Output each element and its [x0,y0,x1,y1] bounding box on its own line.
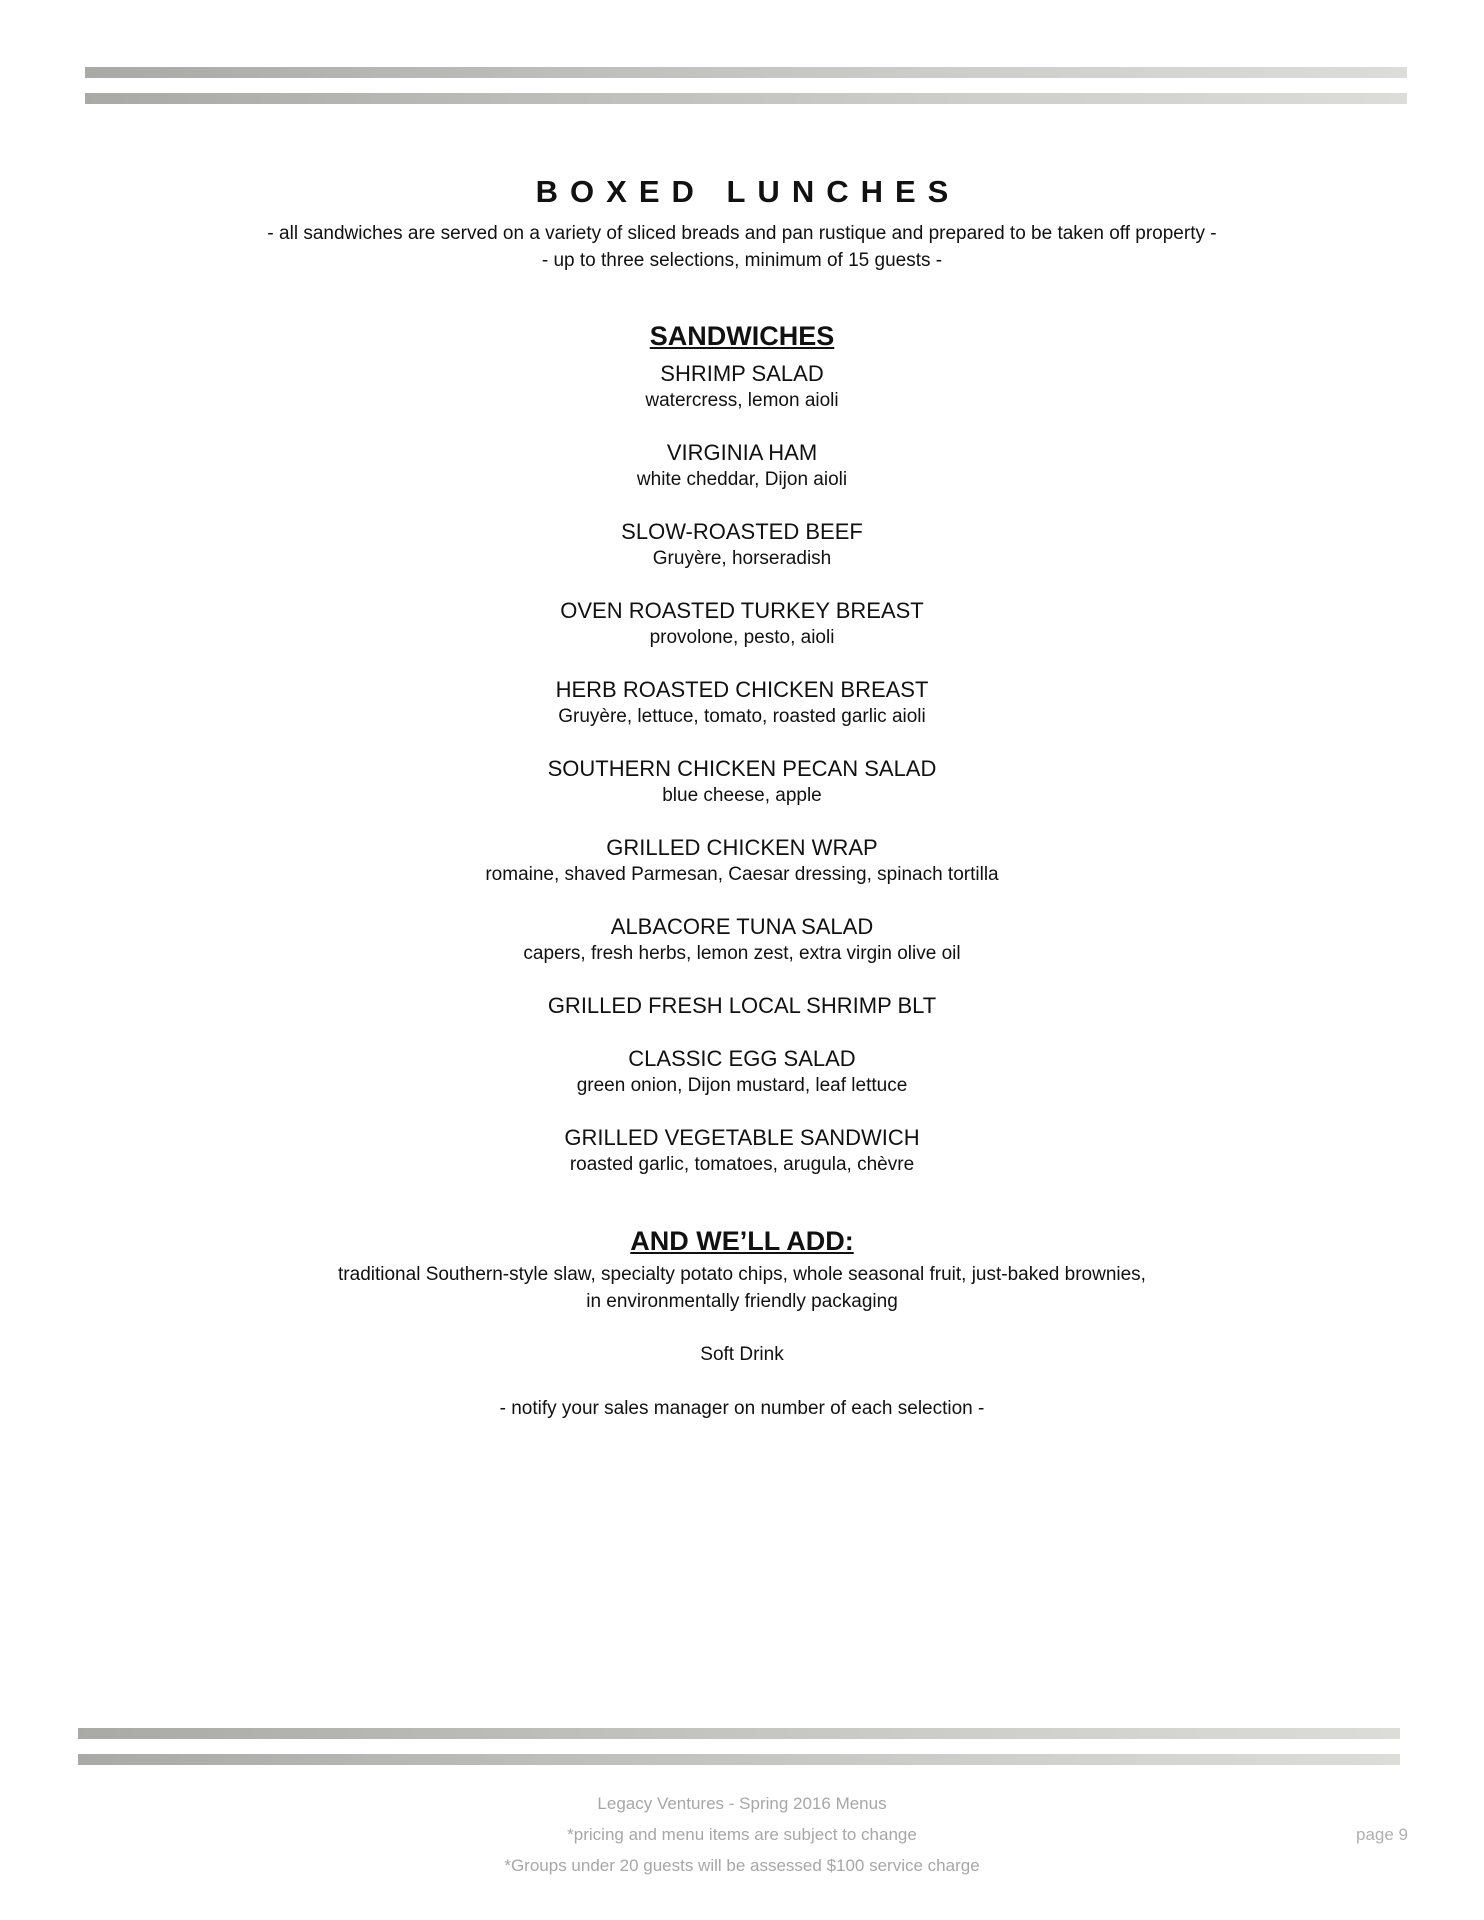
item-name: CLASSIC EGG SALAD [628,1046,856,1071]
footer-line-2: *pricing and menu items are subject to change [567,1825,917,1844]
item-description: Gruyère, horseradish [652,548,832,569]
list-item [0,755,1484,809]
item-description: white cheddar, Dijon aioli [636,469,848,490]
list-item [0,1045,1484,1099]
list-item [0,518,1484,572]
top-rule-2 [85,93,1407,104]
sandwiches-heading: SANDWICHES [649,321,835,351]
sandwich-list [0,360,1484,1178]
bottom-rule-2 [78,1754,1400,1765]
subtitle-line-1: - all sandwiches are served on a variety of sliced breads and pan rustique and prepared to be taken off property - [267,223,1217,244]
top-rule-1 [85,67,1407,78]
item-description: watercress, lemon aioli [645,390,839,411]
item-name: VIRGINIA HAM [666,440,818,465]
item-name: SOUTHERN CHICKEN PECAN SALAD [547,756,937,781]
footer-line-1: Legacy Ventures - Spring 2016 Menus [597,1794,887,1813]
page-number: page 9 [1356,1825,1408,1844]
list-item [0,360,1484,414]
item-description: Gruyère, lettuce, tomato, roasted garlic aioli [558,706,926,727]
list-item [0,1124,1484,1178]
item-description: blue cheese, apple [662,785,822,806]
item-name: SLOW-ROASTED BEEF [621,519,863,544]
list-item [0,913,1484,967]
page-title: BOXED LUNCHES [535,174,961,209]
item-name: OVEN ROASTED TURKEY BREAST [560,598,924,623]
item-name: SHRIMP SALAD [660,361,824,386]
additions-line-1: traditional Southern-style slaw, specialty potato chips, whole seasonal fruit, just-baked brownies, [338,1264,1146,1285]
menu-content [0,172,1484,1422]
additions-heading: AND WE’LL ADD: [630,1226,854,1256]
item-name: HERB ROASTED CHICKEN BREAST [555,677,929,702]
bottom-rule-1 [78,1728,1400,1739]
subtitle-line-2: - up to three selections, minimum of 15 guests - [541,250,943,271]
list-item [0,676,1484,730]
item-name: GRILLED CHICKEN WRAP [606,835,878,860]
notify-note: - notify your sales manager on number of each selection - [499,1398,985,1419]
list-item [0,439,1484,493]
item-name: GRILLED FRESH LOCAL SHRIMP BLT [547,993,937,1018]
footer [0,1788,1484,1881]
item-description: roasted garlic, tomatoes, arugula, chèvre [569,1154,915,1175]
item-description: green onion, Dijon mustard, leaf lettuce [576,1075,908,1096]
footer-line-3: *Groups under 20 guests will be assessed $100 service charge [504,1856,980,1875]
list-item [0,834,1484,888]
item-name: ALBACORE TUNA SALAD [610,914,874,939]
list-item [0,597,1484,651]
item-description: provolone, pesto, aioli [649,627,835,648]
drink-note: Soft Drink [700,1344,784,1365]
item-name: GRILLED VEGETABLE SANDWICH [564,1125,920,1150]
list-item [0,992,1484,1020]
additions-text [0,1261,1484,1315]
item-description: romaine, shaved Parmesan, Caesar dressing, spinach tortilla [485,864,999,885]
additions-line-2: in environmentally friendly packaging [586,1291,898,1312]
item-description: capers, fresh herbs, lemon zest, extra virgin olive oil [523,943,961,964]
